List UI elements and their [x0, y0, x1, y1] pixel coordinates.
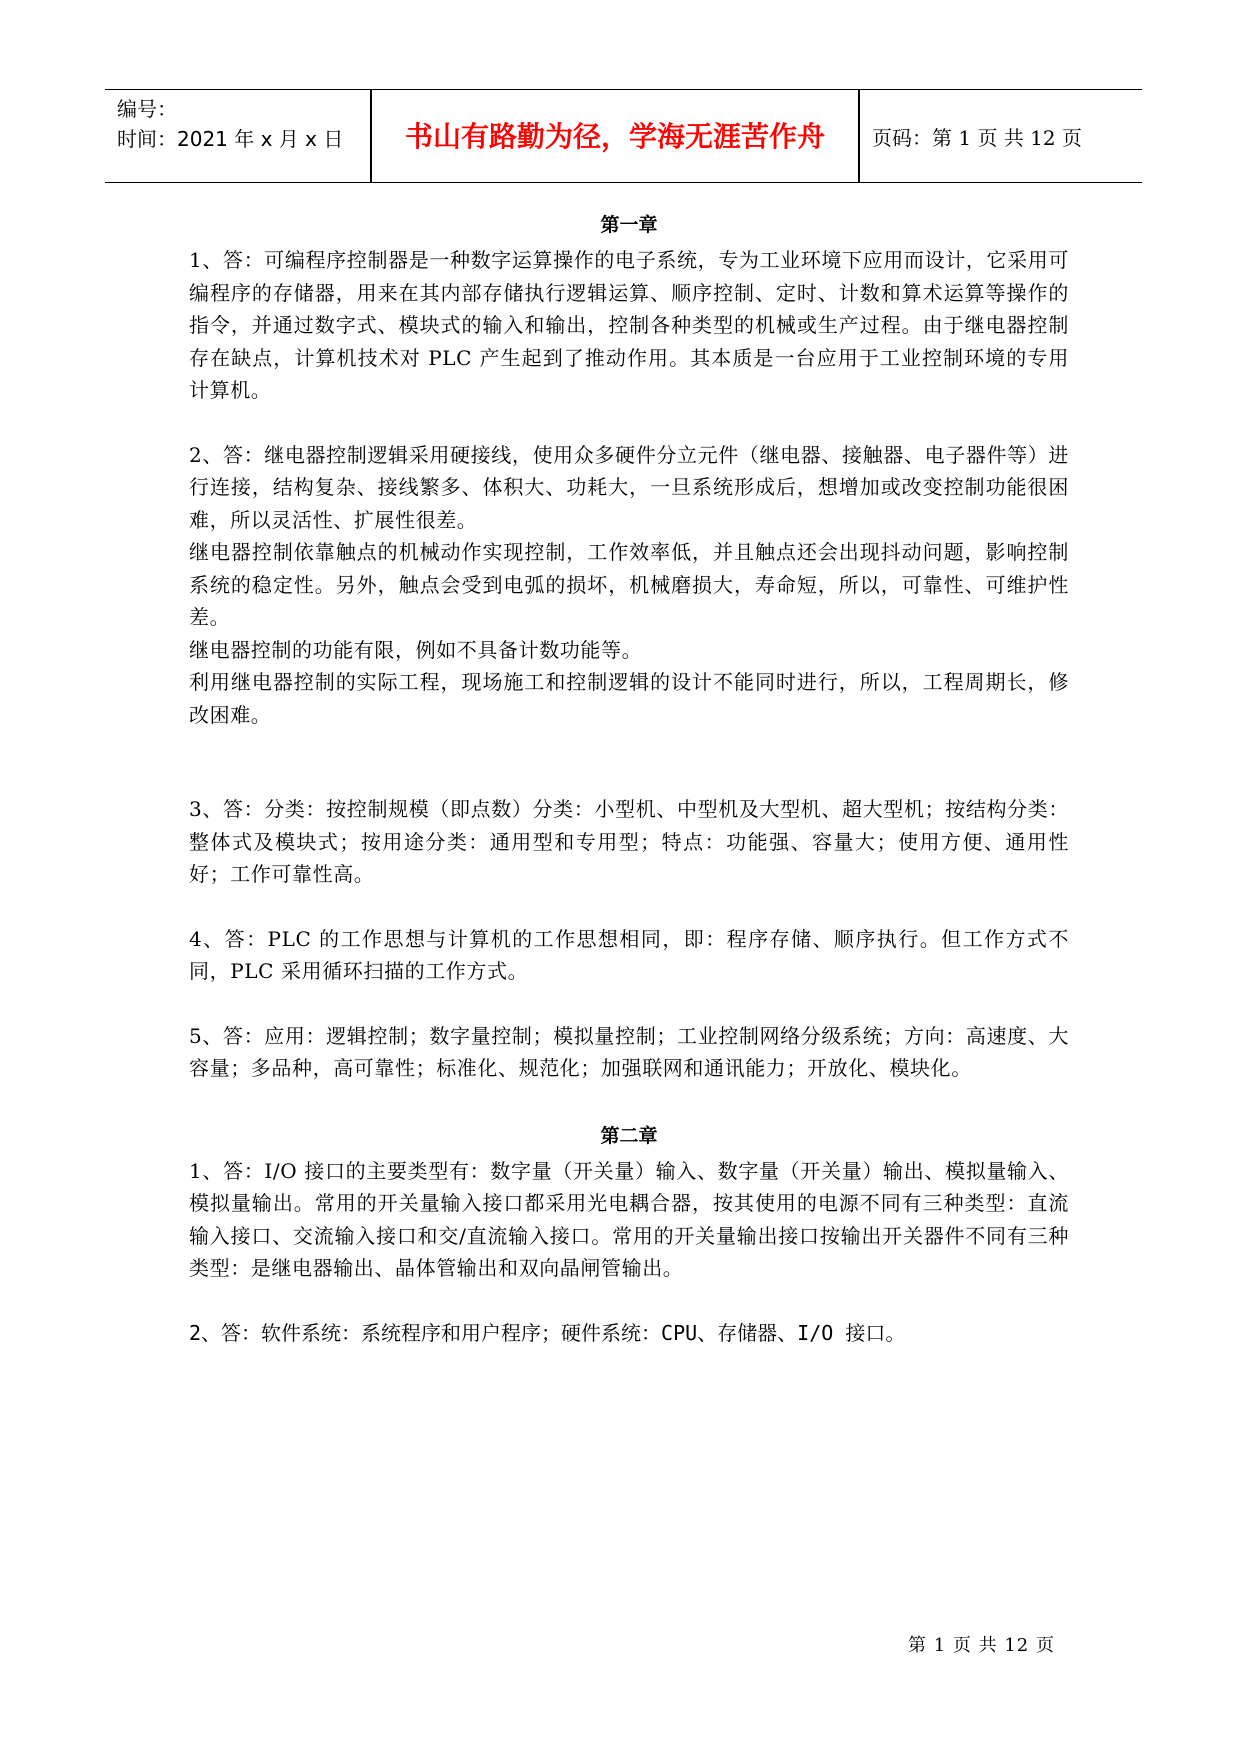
answer-paragraph: 利用继电器控制的实际工程，现场施工和控制逻辑的设计不能同时进行，所以，工程周期长，修改困难。 — [189, 670, 1069, 727]
spacer — [189, 1085, 1069, 1121]
answer-paragraph: 继电器控制依靠触点的机械动作实现控制，工作效率低，并且触点还会出现抖动问题，影响控制系统的稳定性。另外，触点会受到电弧的损坏，机械磨损大，寿命短，所以，可靠性、可维护性差。 — [189, 540, 1069, 629]
spacer — [189, 988, 1069, 1020]
spacer — [189, 1285, 1069, 1317]
header-page-info: 页码：第 1 页 共 12 页 — [872, 126, 1082, 150]
number-label: 编号： — [117, 97, 177, 121]
answer-paragraph: 3、答：分类：按控制规模（即点数）分类：小型机、中型机及大型机、超大型机；按结构分类：整体式及模块式；按用途分类：通用型和专用型；特点：功能强、容量大；使用方便、通用性好；工作可靠性高。 — [189, 797, 1069, 886]
spacer — [189, 407, 1069, 439]
header-divider — [858, 90, 860, 182]
answer-paragraph: 2、答：继电器控制逻辑采用硬接线，使用众多硬件分立元件（继电器、接触器、电子器件等）进行连接，结构复杂、接线繁多、体积大、功耗大，一旦系统形成后，想增加或改变控制功能很困难，所以灵活性、扩展性很差。 — [189, 442, 1069, 532]
document-body — [189, 210, 1069, 1349]
answer-paragraph: 4、答：PLC 的工作思想与计算机的工作思想相同，即：程序存储、顺序执行。但工作方式不同，PLC 采用循环扫描的工作方式。 — [189, 926, 1069, 983]
chapter-title: 第二章 — [600, 1124, 658, 1147]
header-motto: 书山有路勤为径，学海无涯苦作舟 — [404, 120, 825, 153]
chapter-title: 第一章 — [600, 214, 658, 236]
page-header — [105, 89, 1142, 183]
spacer — [189, 891, 1069, 923]
answer-paragraph: 5、答：应用：逻辑控制；数字量控制；模拟量控制；工业控制网络分级系统；方向：高速度、大容量；多品种，高可靠性；标准化、规范化；加强联网和通讯能力；开放化、模块化。 — [189, 1023, 1069, 1080]
answer-paragraph: 2、答：软件系统：系统程序和用户程序；硬件系统：CPU、存储器、I/O 接口。 — [189, 1320, 906, 1345]
page-footer: 第 1 页 共 12 页 — [908, 1635, 1055, 1656]
header-meta — [117, 94, 343, 154]
answer-paragraph: 1、答：I/O 接口的主要类型有：数字量（开关量）输入、数字量（开关量）输出、模拟量输入、模拟量输出。常用的开关量输入接口都采用光电耦合器，按其使用的电源不同有三种类型：直流输入接口、交流输入接口和交/直流输入接口。常用的开关量输出接口按输出开关器件不同有三种类型：是继电器输出、晶体管输出和双向晶闸管输出。 — [189, 1158, 1069, 1280]
spacer — [189, 731, 1069, 793]
time-label: 时间：2021 年 x 月 x 日 — [117, 127, 344, 151]
answer-paragraph: 继电器控制的功能有限，例如不具备计数功能等。 — [189, 637, 643, 662]
answer-paragraph: 1、答：可编程序控制器是一种数字运算操作的电子系统，专为工业环境下应用而设计，它采用可编程序的存储器，用来在其内部存储执行逻辑运算、顺序控制、定时、计数和算术运算等操作的指令，并通过数字式、模块式的输入和输出，控制各种类型的机械或生产过程。由于继电器控制存在缺点，计算机技术对 PLC 产生起到了推动作用。其本质是一台应用于工业控制环境的专用计算机。 — [189, 248, 1069, 402]
